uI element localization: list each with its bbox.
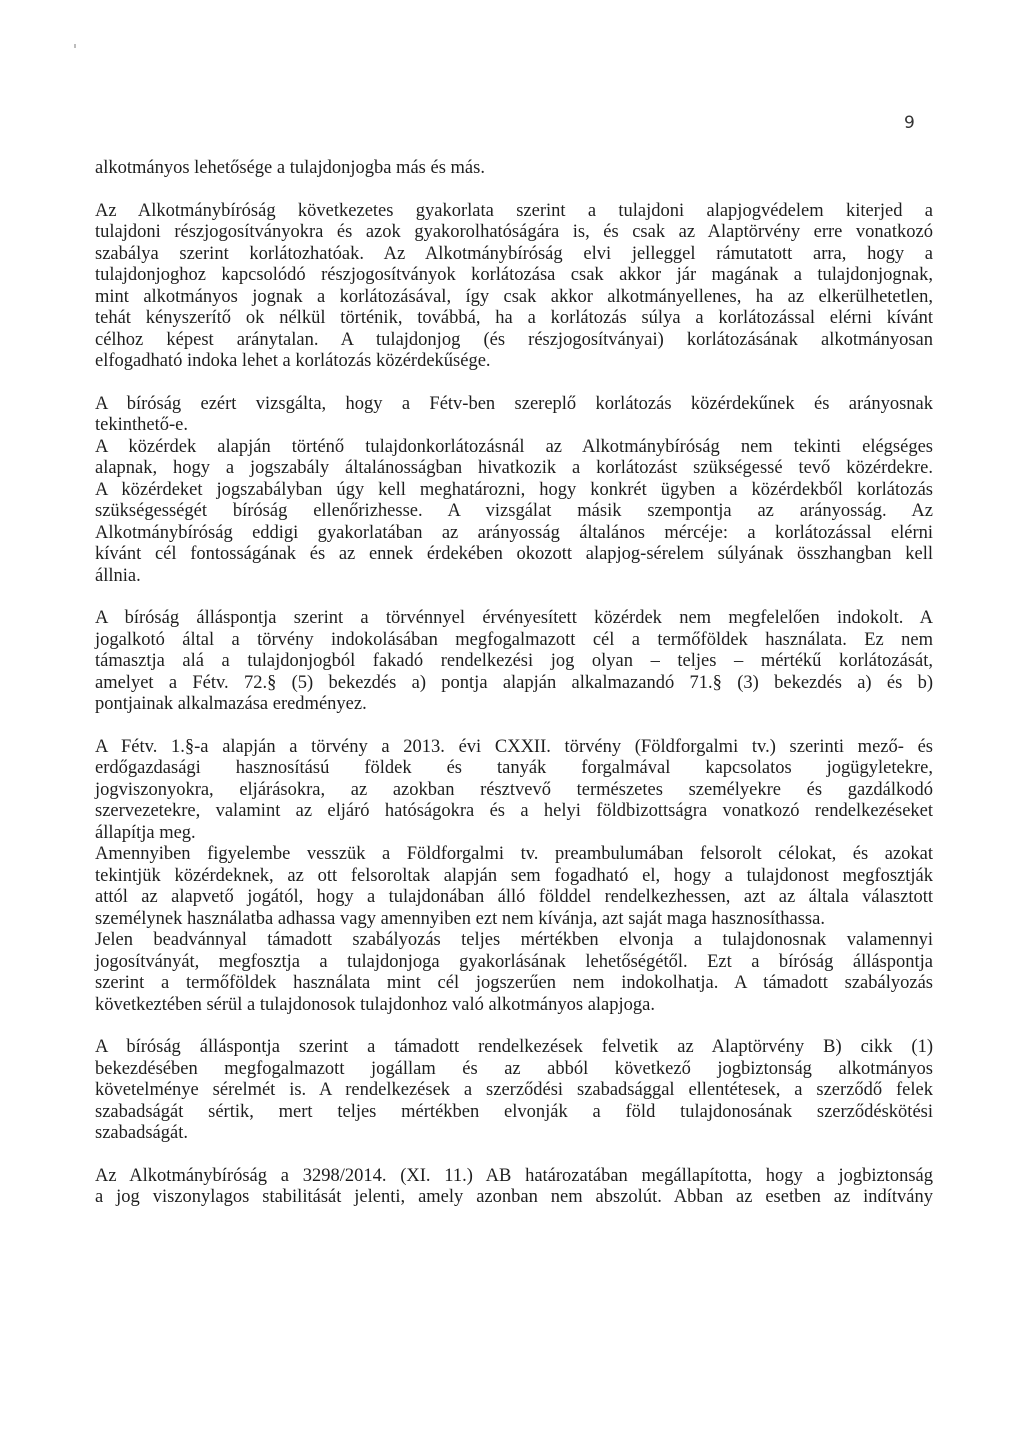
- text-line: tulajdonjoghoz kapcsolódó részjogosítványok korlátozása csak akkor jár magának a tulajdonjognak,: [95, 265, 933, 285]
- text-line: erdőgazdasági hasznosítású földek és tanyák forgalmával kapcsolatos jogügyletekre,: [95, 758, 933, 778]
- paragraph: [95, 737, 933, 1017]
- text-line: Az Alkotmánybíróság következetes gyakorlata szerint a tulajdoni alapjogvédelem kiterjed a: [95, 200, 933, 221]
- text-line: A bíróság álláspontja szerint a törvénnyel érvényesített közérdek nem megfelelően indokolt. A: [95, 608, 933, 628]
- text-line: mint alkotmányos jognak a korlátozásával, így csak akkor alkotmányellenes, ha az elkerülhetetlen,: [95, 286, 933, 307]
- text-line: szabálya szerint korlátozhatóak. Az Alkotmánybíróság elvi jelleggel rámutatott arra, hogy a: [95, 243, 933, 264]
- paragraph: [95, 201, 933, 373]
- text-line: Jelen beadvánnyal támadott szabályozás teljes mértékben elvonja a tulajdonosnak valamennyi: [95, 930, 933, 950]
- text-line: szerint a termőföldek használata mint cél jogszerűen nem indokolhatja. A támadott szabályozás: [95, 973, 933, 993]
- text-line: szabadságát sértik, mert teljes mértékben elvonják a föld tulajdonosának szerződéskötési: [95, 1101, 933, 1122]
- text-line: célhoz képest aránytalan. A tulajdonjog (és részjogosítványai) korlátozásának alkotmányosan: [95, 329, 933, 350]
- text-line: tekintjük közérdeknek, az ott felsoroltak alapján sem fogadható el, hogy a tulajdonost megfosztják: [95, 865, 933, 886]
- paragraph-gap: [95, 373, 933, 394]
- text-line: jogosítványát, megfosztja a tulajdonjoga gyakorlásának lehetőségétől. Ezt a bíróság álláspontja: [95, 951, 933, 972]
- text-line: szabadságát.: [95, 1123, 188, 1143]
- text-line: támasztja alá a tulajdonjogból fakadó rendelkezési jog olyan – teljes – mértékű korlátozását,: [95, 651, 933, 671]
- text-line: bekezdésében megfogalmazott jogállam és az abból következő jogbiztonság alkotmányos: [95, 1058, 933, 1079]
- text-line: kívánt cél fontosságának és az ennek érdekében okozott alapjog-sérelem súlyának összhangban kell: [95, 544, 933, 564]
- text-line: jogviszonyokra, eljárásokra, az azokban résztvevő természetes személyekre és gazdálkodó: [95, 779, 933, 800]
- text-line: állnia.: [95, 565, 141, 586]
- text-line: tehát kényszerítő ok nélkül történik, továbbá, ha a korlátozás súlya a korlátozással elérni kívánt: [95, 308, 933, 328]
- paragraph-gap: [95, 716, 933, 737]
- paragraph: [95, 1037, 933, 1145]
- paragraph: [95, 1166, 933, 1209]
- text-line: Alkotmánybíróság eddigi gyakorlatában az arányosság általános mércéje: a korlátozással elérni: [95, 522, 933, 543]
- text-line: személynek használatba adhassa vagy amennyiben ezt nem kívánja, azt saját maga hasznosíthassa.: [95, 908, 825, 929]
- text-line: Amennyiben figyelembe vesszük a Földforgalmi tv. preambulumában felsorolt célokat, és azokat: [95, 844, 933, 864]
- text-line: pontjainak alkalmazása eredményez.: [95, 694, 367, 714]
- text-line: amelyet a Fétv. 72.§ (5) bekezdés a) pontja alapján alkalmazandó 71.§ (3) bekezdés a) és b): [95, 672, 933, 693]
- page-number: 9: [904, 113, 915, 133]
- text-line: jogalkotó által a törvény indokolásában megfogalmazott cél a termőföldek használata. Ez nem: [95, 629, 933, 650]
- text-line: alkotmányos lehetősége a tulajdonjogba más és más.: [95, 158, 485, 178]
- document-body: [95, 158, 933, 1209]
- text-line: állapítja meg.: [95, 822, 196, 843]
- paragraph: [95, 608, 933, 716]
- text-line: a jog viszonylagos stabilitását jelenti, amely azonban nem abszolút. Abban az esetben az indítvány: [95, 1187, 933, 1207]
- paragraph-gap: [95, 1016, 933, 1037]
- paragraph: [95, 158, 933, 180]
- text-line: A közérdek alapján történő tulajdonkorlátozásnál az Alkotmánybíróság nem tekinti elégséges: [95, 436, 933, 457]
- text-line: tulajdoni részjogosítványokra és azok gyakorolhatóságára is, és csak az Alaptörvény erre vonatkozó: [95, 222, 933, 242]
- text-line: szükségességét bíróság ellenőrizhesse. A vizsgálat másik szempontja az arányosság. Az: [95, 501, 933, 521]
- text-line: követelménye sérelmét is. A rendelkezések a szerződési szabadsággal ellentétesek, a szerződő felek: [95, 1080, 933, 1100]
- text-line: A bíróság ezért vizsgálta, hogy a Fétv-ben szereplő korlátozás közérdekűnek és arányosnak: [95, 393, 933, 414]
- text-line: tekinthető-e.: [95, 415, 188, 435]
- paragraph-gap: [95, 587, 933, 608]
- scan-artifact: [74, 44, 76, 48]
- text-line: A bíróság álláspontja szerint a támadott rendelkezések felvetik az Alaptörvény B) cikk (1): [95, 1037, 933, 1057]
- text-line: alapnak, hogy a jogszabály általánosságban hivatkozik a korlátozást szükségessé tevő közérdekre.: [95, 458, 933, 478]
- paragraph: [95, 394, 933, 588]
- text-line: szervezetekre, valamint az eljáró hatóságokra és a helyi földbizottságra vonatkozó rendelkezéseket: [95, 801, 933, 821]
- text-line: A Fétv. 1.§-a alapján a törvény a 2013. évi CXXII. törvény (Földforgalmi tv.) szerinti mező- és: [95, 736, 933, 757]
- text-line: attól az alapvető jogától, hogy a tulajdonában álló földdel rendelkezhessen, azt az általa választott: [95, 887, 933, 907]
- paragraph-gap: [95, 180, 933, 201]
- text-line: következtében sérül a tulajdonosok tulajdonhoz való alkotmányos alapjoga.: [95, 994, 655, 1015]
- text-line: A közérdeket jogszabályban úgy kell meghatározni, hogy konkrét ügyben a közérdekből korlátozás: [95, 479, 933, 500]
- paragraph-gap: [95, 1145, 933, 1166]
- text-line: Az Alkotmánybíróság a 3298/2014. (XI. 11.) AB határozatában megállapította, hogy a jogbiztonság: [95, 1165, 933, 1186]
- text-line: elfogadható indoka lehet a korlátozás közérdekűsége.: [95, 351, 491, 371]
